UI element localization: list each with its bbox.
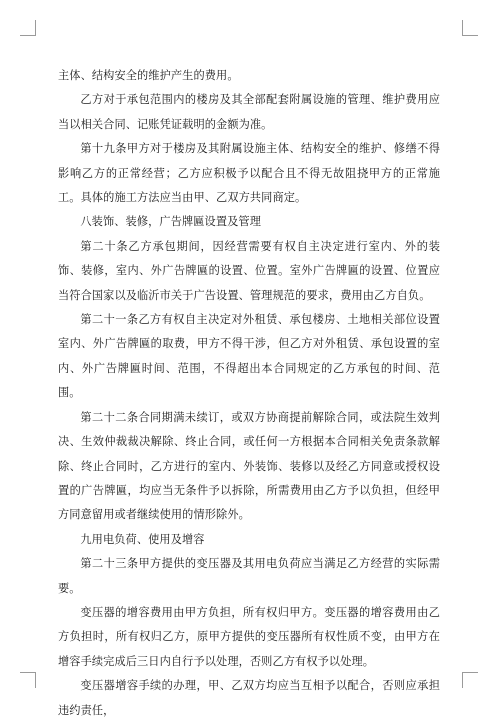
- paragraph-article-20: 第二十条乙方承包期间，因经营需要有权自主决定进行室内、外的装饰、装修，室内、外广告牌匾的设置、位置。室外广告牌匾的设置、位置应当符合国家以及临沂市关于广告设置、管理规范的要求，费用由乙方自负。: [58, 239, 440, 302]
- paragraph-1: 乙方对于承包范围内的楼房及其全部配套附属设施的管理、维护费用应当以相关合同、记账凭证载明的金额为准。: [58, 93, 440, 131]
- paragraph-article-23: 第二十三条甲方提供的变压器及其用电负荷应当满足乙方经营的实际需要。: [58, 557, 440, 595]
- section-heading-8: 八装饰、装修，广告牌匾设置及管理: [80, 215, 261, 229]
- crop-mark-top-left: [20, 20, 36, 36]
- document-body: [58, 64, 440, 723]
- paragraph-transformer-cost: 变压器的增容费用由甲方负担，所有权归甲方。变压器的增容费用由乙方负担时，所有权归乙方，原甲方提供的变压器所有权性质不变，由甲方在增容手续完成后三日内自行予以处理，否则乙方有权予以处理。: [58, 605, 440, 668]
- crop-mark-bottom-right: [462, 672, 478, 688]
- paragraph-article-21: 第二十一条乙方有权自主决定对外租赁、承包楼房、土地相关部位设置室内、外广告牌匾的取费，甲方不得干涉，但乙方对外租赁、承包设置的室内、外广告牌匾时间、范围，不得超出本合同规定的乙方承包的时间、范围。: [58, 313, 440, 400]
- paragraph-0: 主体、结构安全的维护产生的费用。: [58, 69, 239, 82]
- crop-mark-top-right: [462, 20, 478, 36]
- paragraph-transformer-procedure: 变压器增容手续的办理，甲、乙双方均应当互相予以配合，否则应承担违约责任，: [58, 679, 440, 717]
- paragraph-article-22: 第二十二条合同期满未续订，或双方协商提前解除合同，或法院生效判决、生效仲裁裁决解除、终止合同，或任何一方根据本合同相关免责条款解除、终止合同时，乙方进行的室内、外装饰、装修以及经乙方同意或授权设置的广告牌匾，均应当无条件予以拆除，所需费用由乙方予以负担，但经甲方同意留用或者继续使用的情形除外。: [58, 410, 440, 522]
- crop-mark-bottom-left: [20, 672, 36, 688]
- paragraph-article-19: 第十九条甲方对于楼房及其附属设施主体、结构安全的维护、修缮不得影响乙方的正常经营；乙方应积极予以配合且不得无故阻挠甲方的正常施工。具体的施工方法应当由甲、乙双方共同商定。: [58, 142, 440, 205]
- section-heading-9: 九用电负荷、使用及增容: [80, 532, 205, 546]
